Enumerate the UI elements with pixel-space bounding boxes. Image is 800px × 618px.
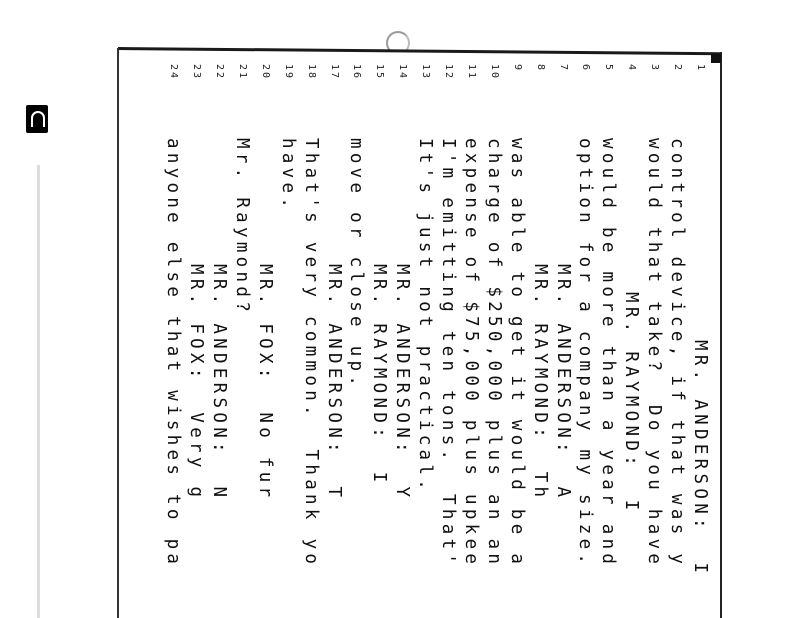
line-text: It's just not practical. — [415, 138, 436, 495]
line-text: have. — [277, 138, 298, 213]
line-text: MR. FOX: Very g — [186, 264, 207, 502]
line-text: Mr. Raymond? — [232, 138, 252, 317]
transcript-line — [596, 64, 620, 569]
line-number: 16 — [351, 64, 363, 81]
line-number: 17 — [328, 64, 340, 81]
transcript-line — [345, 64, 369, 391]
transcript-line — [619, 64, 643, 515]
transcript-line — [184, 64, 208, 502]
line-text: MR. RAYMOND: I — [369, 264, 390, 487]
line-text: MR. RAYMOND: Th — [529, 264, 550, 502]
transcript-line — [299, 64, 323, 569]
transcript-line — [665, 64, 689, 569]
line-text: MR. ANDERSON: A — [552, 264, 573, 502]
line-number: 3 — [649, 64, 661, 73]
line-text: MR. ANDERSON: I — [690, 340, 710, 578]
transcript-line — [436, 64, 460, 569]
line-number: 12 — [443, 64, 455, 81]
transcript-line — [322, 64, 346, 502]
line-text: charge of $250,000 plus an an — [483, 138, 504, 569]
line-number: 14 — [397, 64, 409, 81]
line-number: 13 — [420, 64, 432, 81]
transcript-line — [505, 64, 529, 569]
transcript-line — [413, 64, 437, 495]
line-number: 23 — [191, 64, 203, 81]
transcript-line — [551, 64, 575, 502]
line-text: I'm emitting ten tons. That' — [438, 138, 459, 569]
transcript-line — [161, 64, 185, 569]
line-number: 20 — [259, 64, 271, 81]
line-number: 10 — [488, 64, 500, 81]
corner-mark — [711, 54, 721, 63]
transcript-line — [642, 64, 666, 569]
line-text: option for a company my size. — [575, 138, 596, 569]
line-text: would that take? Do you have — [644, 138, 665, 569]
line-number: 8 — [534, 64, 546, 73]
side-tab-marker — [26, 105, 48, 133]
transcript-line — [390, 64, 414, 502]
line-text: MR. FOX: No fur — [254, 264, 275, 502]
line-number: 18 — [305, 64, 317, 81]
line-number: 2 — [672, 64, 684, 73]
left-margin-rule — [37, 165, 40, 618]
line-number: 21 — [237, 64, 248, 81]
line-number: 24 — [168, 64, 180, 81]
line-number: 22 — [214, 64, 226, 81]
transcript-line — [574, 64, 598, 569]
line-text: MR. ANDERSON: N — [209, 264, 230, 502]
transcript-line — [528, 64, 552, 502]
line-number: 11 — [466, 64, 477, 81]
line-number: 1 — [695, 64, 706, 73]
line-text: anyone else that wishes to pa — [163, 138, 184, 569]
line-text: MR. ANDERSON: T — [323, 264, 344, 502]
transcript-line — [459, 64, 483, 569]
line-text: would be more than a year and — [598, 138, 619, 569]
transcript-line — [276, 64, 300, 213]
line-number: 4 — [626, 64, 638, 73]
transcript-line — [367, 64, 391, 487]
page-right-edge — [720, 52, 722, 618]
line-text: MR. RAYMOND: I — [621, 292, 642, 515]
transcript-line — [688, 64, 712, 578]
line-number: 6 — [580, 64, 592, 73]
transcript-line — [207, 64, 231, 502]
transcript-text — [132, 64, 712, 618]
line-number: 15 — [374, 64, 386, 81]
line-text: That's very common. Thank yo — [300, 138, 321, 569]
transcript-line — [253, 64, 277, 502]
line-text: MR. ANDERSON: Y — [392, 264, 413, 502]
line-text: control device, if that was y — [667, 138, 688, 569]
line-number: 5 — [603, 64, 615, 73]
transcript-line — [230, 64, 254, 317]
line-number: 7 — [557, 64, 569, 73]
line-number: 19 — [282, 64, 294, 81]
line-text: expense of $75,000 plus upkee — [461, 138, 481, 569]
page-top-edge — [118, 47, 722, 55]
page-left-edge — [117, 48, 119, 618]
line-text: move or close up. — [346, 138, 367, 391]
line-text: was able to get it would be a — [506, 138, 527, 569]
line-number: 9 — [511, 64, 523, 73]
transcript-line — [482, 64, 506, 569]
